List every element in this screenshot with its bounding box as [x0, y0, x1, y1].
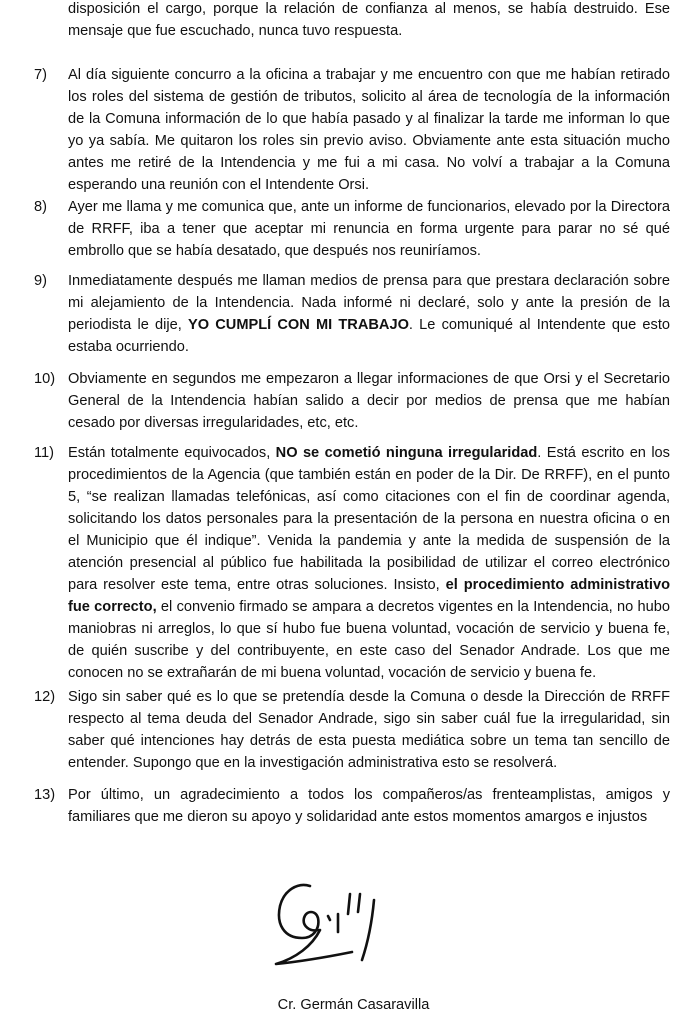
continuation-paragraph: disposición el cargo, porque la relación de confianza al menos, se había destruido. Ese mensaje que fue escuchado, nunca tuvo respuesta. [68, 1, 670, 39]
item-7: 7) Al día siguiente concurro a la oficina a trabajar y me encuentro con que me habían retirado los roles del sistema de gestión de tributos, solicito al área de tecnología de la información de la Comuna información de lo que había pasado y al finalizar la tarde me informan lo que yo ya sabía. Me quitaron los roles sin previo aviso. Obviamente ante esta situación mucho antes me retiré de la Intendencia y me fui a mi casa. No volví a trabajar a la Comuna esperando una reunión con el Intendente Orsi. [34, 67, 670, 193]
item-12: 12) Sigo sin saber qué es lo que se pretendía desde la Comuna o desde la Dirección de RRFF respecto al tema deuda del Senador Andrade, sigo sin saber cuál fue la irregularidad, sin saber qué intenciones hay detrás de esta puesta mediática sobre un tema tan sencillo de entender. Supongo que en la investigación administrativa esto se resolverá. [34, 689, 670, 771]
item-11: 11) Están totalmente equivocados, NO se cometió ninguna irregularidad. Está escrito en los procedimientos de la Agencia (que también están en poder de la Dir. De RRFF), en el punto 5, “se realizan llamadas telefónicas, así como citaciones con el fin de coordinar agenda, solicitando los datos personales para la presentación de la persona en nuestra oficina o en el Municipio que él indique”. Venida la pandemia y ante la medida de suspensión de la atención presencial al público fue habilitada la posibilidad de utilizar el correo electrónico para resolver este tema, entre otras soluciones. Insisto, el procedimiento administrativo fue correcto, el convenio firmado se ampara a decretos vigentes en la Intendencia, no hubo maniobras ni arreglos, lo que sí hubo fue buena voluntad, vocación de servicio y buena fe, de quién suscribe y del contribuyente, en este caso del Senador Andrade. Los que me conocen no se extrañarán de mi buena voluntad, vocación de servicio y buena fe. [34, 445, 670, 681]
item-13: 13) Por último, un agradecimiento a todos los compañeros/as frenteamplistas, amigos y familiares que me dieron su apoyo y solidaridad ante estos momentos amargos e injustos [34, 787, 670, 825]
signature-name: Cr. Germán Casaravilla [277, 997, 430, 1013]
item-10: 10) Obviamente en segundos me empezaron a llegar informaciones de que Orsi y el Secretario General de la Intendencia habían salido a decir por medios de prensa que me habían cesado por diversas irregularidades, etc, etc. [34, 371, 670, 431]
item-8: 8) Ayer me llama y me comunica que, ante un informe de funcionarios, elevado por la Directora de RRFF, iba a tener que aceptar mi renuncia en forma urgente para parar no sé qué embrollo que se había desatado, que después nos reuniríamos. [34, 199, 670, 259]
item-9: 9) Inmediatamente después me llaman medios de prensa para que prestara declaración sobre mi alejamiento de la Intendencia. Nada informé ni declaré, solo y ante la presión de la periodista le dije, YO CUMPLÍ CON MI TRABAJO. Le comuniqué al Intendente que esto estaba ocurriendo. [34, 273, 670, 355]
handwritten-signature [262, 872, 412, 982]
